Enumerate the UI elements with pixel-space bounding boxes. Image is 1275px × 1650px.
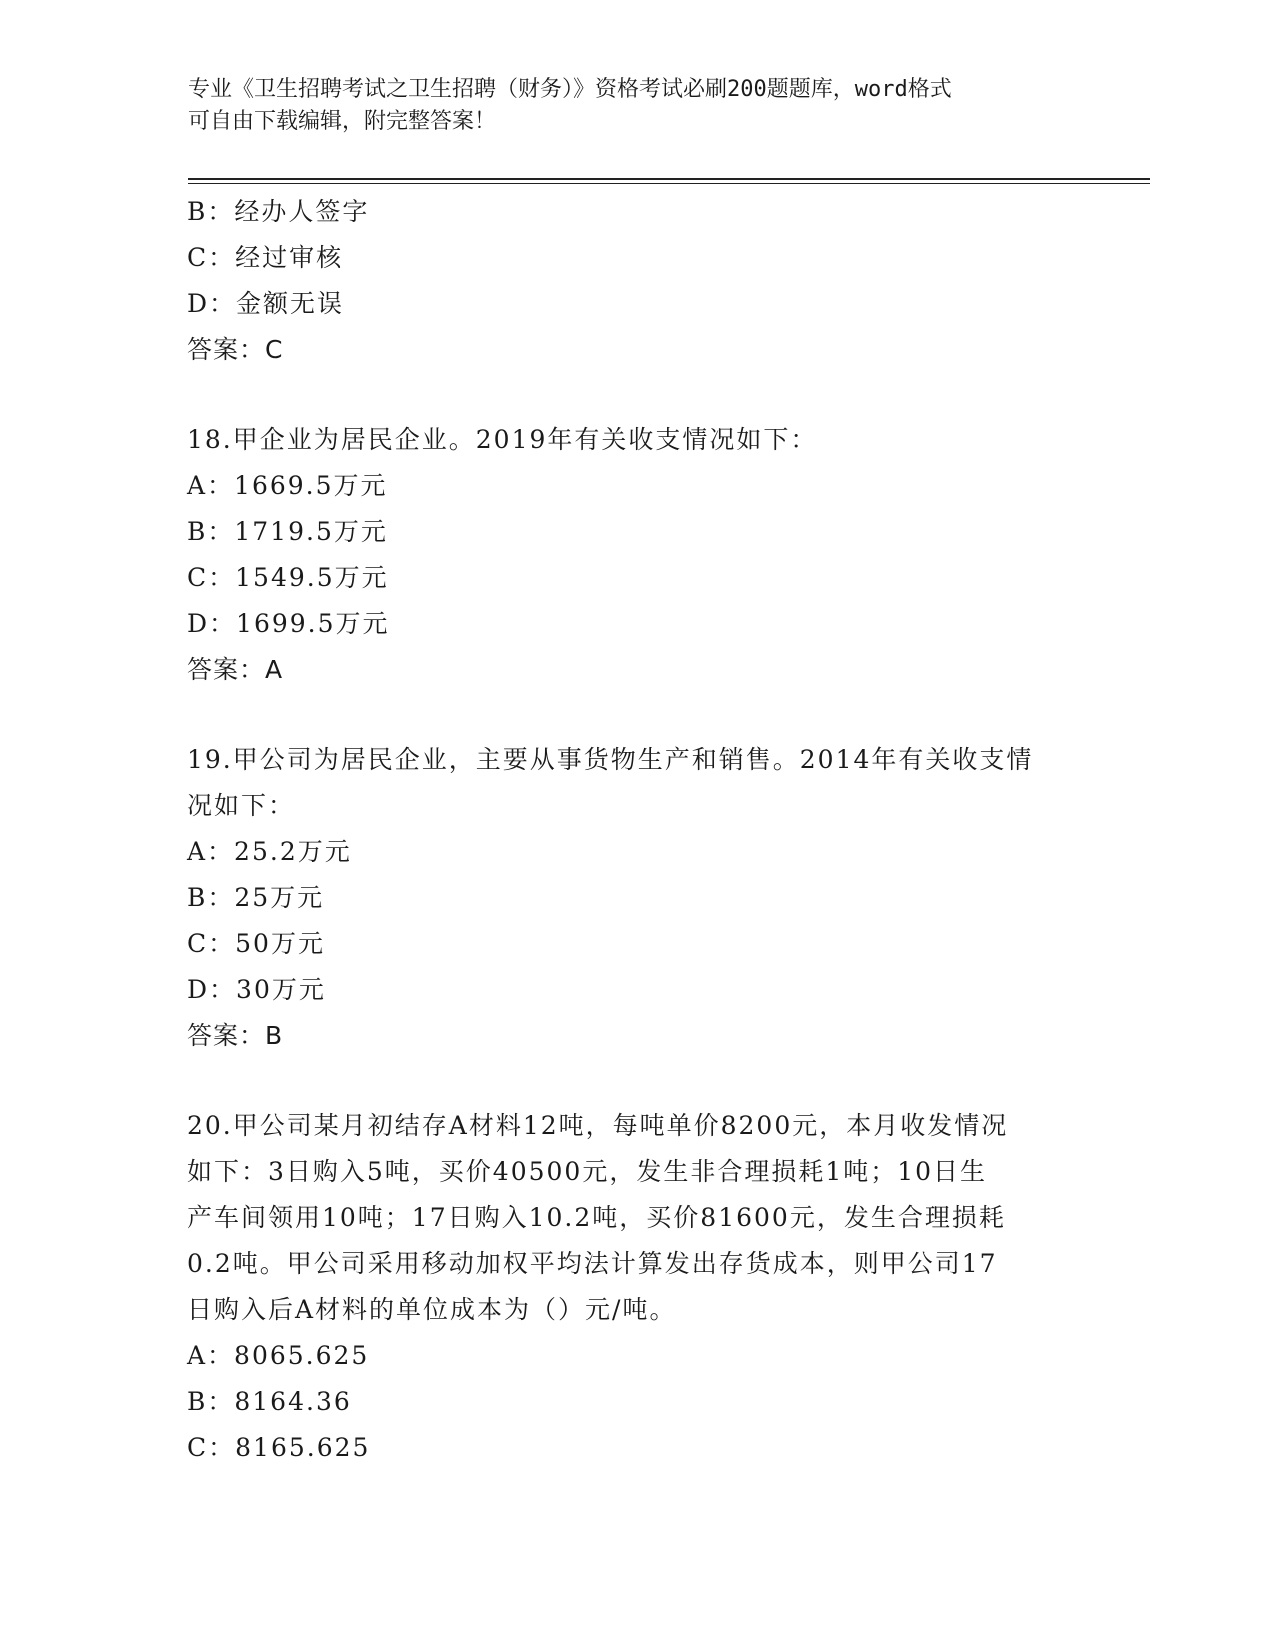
question-18 xyxy=(187,417,1087,693)
option-d: D：30万元 xyxy=(187,975,326,1004)
option-b: B：25万元 xyxy=(187,883,325,912)
option-c: C：8165.625 xyxy=(187,1433,371,1462)
spacer xyxy=(187,1059,1087,1103)
answer-label: 答案：B xyxy=(187,1021,284,1050)
header-line-1: 专业《卫生招聘考试之卫生招聘（财务）》资格考试必刷200题题库，word格式 xyxy=(188,77,952,102)
option-d: D：金额无误 xyxy=(187,289,345,318)
option-a: A：25.2万元 xyxy=(187,837,352,866)
question-text: 19.甲公司为居民企业，主要从事货物生产和销售。2014年有关收支情 xyxy=(187,745,1034,774)
option-d: D：1699.5万元 xyxy=(187,609,390,638)
spacer xyxy=(187,373,1087,417)
header-line-2: 可自由下载编辑，附完整答案！ xyxy=(188,109,497,134)
header-divider-thick xyxy=(188,178,1150,180)
option-c: C：1549.5万元 xyxy=(187,563,389,592)
answer-label: 答案：C xyxy=(187,335,284,364)
question-text: 18.甲企业为居民企业。2019年有关收支情况如下： xyxy=(187,425,818,454)
option-c: C：50万元 xyxy=(187,929,325,958)
question-20 xyxy=(187,1103,1087,1471)
question-text: 如下：3日购入5吨，买价40500元，发生非合理损耗1吨；10日生 xyxy=(187,1157,988,1186)
header-divider-thin xyxy=(188,183,1150,184)
answer-label: 答案：A xyxy=(187,655,284,684)
spacer xyxy=(187,693,1087,737)
option-c: C：经过审核 xyxy=(187,243,344,272)
question-text: 况如下： xyxy=(187,791,296,820)
page-header xyxy=(188,74,1068,138)
option-b: B：1719.5万元 xyxy=(187,517,388,546)
option-a: A：8065.625 xyxy=(187,1341,370,1370)
option-b: B：8164.36 xyxy=(187,1387,352,1416)
question-text: 0.2吨。甲公司采用移动加权平均法计算发出存货成本，则甲公司17 xyxy=(187,1249,998,1278)
option-a: A：1669.5万元 xyxy=(187,471,388,500)
question-text: 20.甲公司某月初结存A材料12吨，每吨单价8200元，本月收发情况 xyxy=(187,1111,1009,1140)
question-text: 日购入后A材料的单位成本为（）元/吨。 xyxy=(187,1295,677,1324)
previous-question-block xyxy=(187,189,1087,373)
question-list xyxy=(187,189,1087,1471)
question-19 xyxy=(187,737,1087,1059)
question-text: 产车间领用10吨；17日购入10.2吨，买价81600元，发生合理损耗 xyxy=(187,1203,1006,1232)
option-b: B：经办人签字 xyxy=(187,197,370,226)
